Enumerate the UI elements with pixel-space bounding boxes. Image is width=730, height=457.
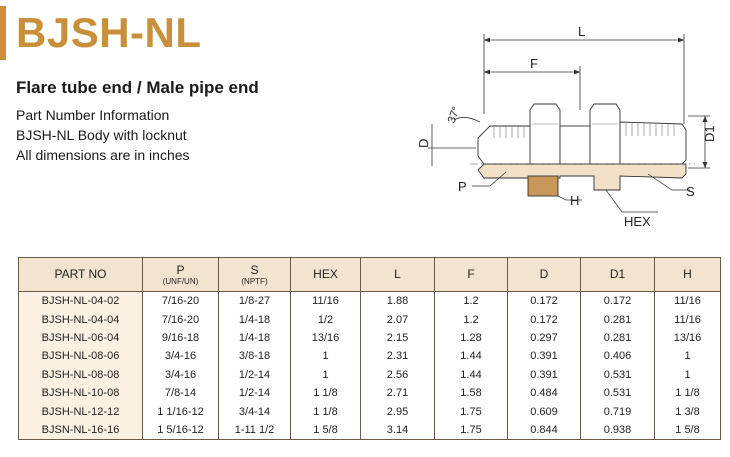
table-cell: 3/4-14 <box>219 402 291 420</box>
table-cell: 1/4-18 <box>219 329 291 347</box>
table-cell: 0.844 <box>508 421 581 440</box>
table-cell: 0.938 <box>581 421 655 440</box>
table-cell: 0.281 <box>581 329 655 347</box>
column-header-label: F <box>467 267 475 281</box>
column-header-label: H <box>683 267 692 281</box>
part-number-cell: BJSH-NL-06-04 <box>19 329 143 347</box>
table-cell: 3.14 <box>361 421 435 440</box>
column-header <box>655 258 721 292</box>
table-cell: 0.609 <box>508 402 581 420</box>
column-header-label: PART NO <box>54 267 107 281</box>
table-cell: 1-11 1/2 <box>219 421 291 440</box>
column-header <box>361 258 435 292</box>
column-header <box>19 258 143 292</box>
label-L: L <box>578 24 586 39</box>
table-row <box>19 310 721 328</box>
table-cell: 1.75 <box>435 421 508 440</box>
table-cell: 11/16 <box>655 310 721 328</box>
table-cell: 1.2 <box>435 310 508 328</box>
table-row <box>19 329 721 347</box>
table-cell: 1.75 <box>435 402 508 420</box>
info-line-1: Part Number Information <box>16 107 170 123</box>
column-header <box>435 258 508 292</box>
table-cell: 1 5/8 <box>655 421 721 440</box>
table-row <box>19 421 721 440</box>
table-row <box>19 347 721 365</box>
part-number-cell: BJSN-NL-16-16 <box>19 421 143 440</box>
label-HEX: HEX <box>624 214 651 229</box>
table-cell: 1/2-14 <box>219 384 291 402</box>
table-cell: 1 5/8 <box>291 421 361 440</box>
table-cell: 9/16-18 <box>143 329 219 347</box>
label-F: F <box>530 56 538 71</box>
label-D: D <box>416 138 431 148</box>
part-number-cell: BJSH-NL-04-02 <box>19 292 143 311</box>
table-cell: 2.15 <box>361 329 435 347</box>
table-cell: 13/16 <box>291 329 361 347</box>
table-cell: 1 5/16-12 <box>143 421 219 440</box>
table-body <box>19 292 721 440</box>
info-line-3: All dimensions are in inches <box>16 147 190 163</box>
part-number-cell: BJSH-NL-10-08 <box>19 384 143 402</box>
column-header <box>291 258 361 292</box>
table-cell: 0.531 <box>581 366 655 384</box>
table-cell: 7/8-14 <box>143 384 219 402</box>
table-cell: 1.28 <box>435 329 508 347</box>
dimensions-table <box>18 257 721 440</box>
table-row <box>19 292 721 311</box>
table-row <box>19 402 721 420</box>
table-cell: 1 3/8 <box>655 402 721 420</box>
table-cell: 0.391 <box>508 347 581 365</box>
table-cell: 0.484 <box>508 384 581 402</box>
table-cell: 3/4-16 <box>143 366 219 384</box>
table-cell: 0.297 <box>508 329 581 347</box>
table-cell: 1/4-18 <box>219 310 291 328</box>
table-cell: 0.719 <box>581 402 655 420</box>
table-cell: 3/8-18 <box>219 347 291 365</box>
column-header-label: D1 <box>609 267 626 281</box>
table-cell: 1.58 <box>435 384 508 402</box>
table-cell: 0.281 <box>581 310 655 328</box>
table-cell: 1 1/8 <box>291 384 361 402</box>
column-header <box>219 258 291 292</box>
table-cell: 0.531 <box>581 384 655 402</box>
table-cell: 13/16 <box>655 329 721 347</box>
table-cell: 2.56 <box>361 366 435 384</box>
column-header <box>143 258 219 292</box>
table-cell: 1.44 <box>435 347 508 365</box>
column-header <box>508 258 581 292</box>
table-cell: 0.172 <box>508 310 581 328</box>
table-cell: 1/8-27 <box>219 292 291 311</box>
table-cell: 1/2 <box>291 310 361 328</box>
part-number-cell: BJSH-NL-08-08 <box>19 366 143 384</box>
table-cell: 2.71 <box>361 384 435 402</box>
table-cell: 1 1/16-12 <box>143 402 219 420</box>
table-cell: 1.88 <box>361 292 435 311</box>
table-cell: 3/4-16 <box>143 347 219 365</box>
table-header-row <box>19 258 721 292</box>
part-number-cell: BJSH-NL-04-04 <box>19 310 143 328</box>
label-D1: D1 <box>702 125 717 142</box>
label-P: P <box>458 179 467 194</box>
table-cell: 1 <box>291 366 361 384</box>
table-cell: 1 <box>291 347 361 365</box>
column-header-label: L <box>394 267 401 281</box>
label-S: S <box>686 184 695 199</box>
table-cell: 1/2-14 <box>219 366 291 384</box>
table-cell: 2.31 <box>361 347 435 365</box>
column-header-label: HEX <box>313 267 338 281</box>
table-cell: 1 1/8 <box>655 384 721 402</box>
table-row <box>19 366 721 384</box>
table-cell: 0.172 <box>581 292 655 311</box>
fitting-diagram <box>410 14 720 240</box>
table-cell: 7/16-20 <box>143 292 219 311</box>
title-accent-bar <box>0 6 6 60</box>
table-row <box>19 384 721 402</box>
table-cell: 1 1/8 <box>291 402 361 420</box>
table-cell: 11/16 <box>655 292 721 311</box>
table-cell: 2.95 <box>361 402 435 420</box>
table-cell: 1.44 <box>435 366 508 384</box>
table-cell: 7/16-20 <box>143 310 219 328</box>
info-line-2: BJSH-NL Body with locknut <box>16 127 187 143</box>
table-cell: 1 <box>655 366 721 384</box>
table-cell: 0.172 <box>508 292 581 311</box>
part-number-cell: BJSH-NL-12-12 <box>19 402 143 420</box>
table-cell: 1.2 <box>435 292 508 311</box>
table-cell: 0.391 <box>508 366 581 384</box>
column-header-label: S <box>250 262 259 277</box>
table-cell: 2.07 <box>361 310 435 328</box>
column-header <box>581 258 655 292</box>
column-header-label: P <box>176 262 185 277</box>
part-number-cell: BJSH-NL-08-06 <box>19 347 143 365</box>
page-subtitle: Flare tube end / Male pipe end <box>16 78 259 97</box>
page-title: BJSH-NL <box>16 9 202 56</box>
dimensions-table-container <box>18 257 720 453</box>
column-header-unit: (UNF/UN) <box>162 276 199 286</box>
table-cell: 0.406 <box>581 347 655 365</box>
table-cell: 1 <box>655 347 721 365</box>
label-H: H <box>570 193 580 208</box>
column-header-unit: (NPTF) <box>241 276 268 286</box>
label-angle: 37° <box>445 105 463 125</box>
column-header-label: D <box>539 267 549 281</box>
table-cell: 11/16 <box>291 292 361 311</box>
